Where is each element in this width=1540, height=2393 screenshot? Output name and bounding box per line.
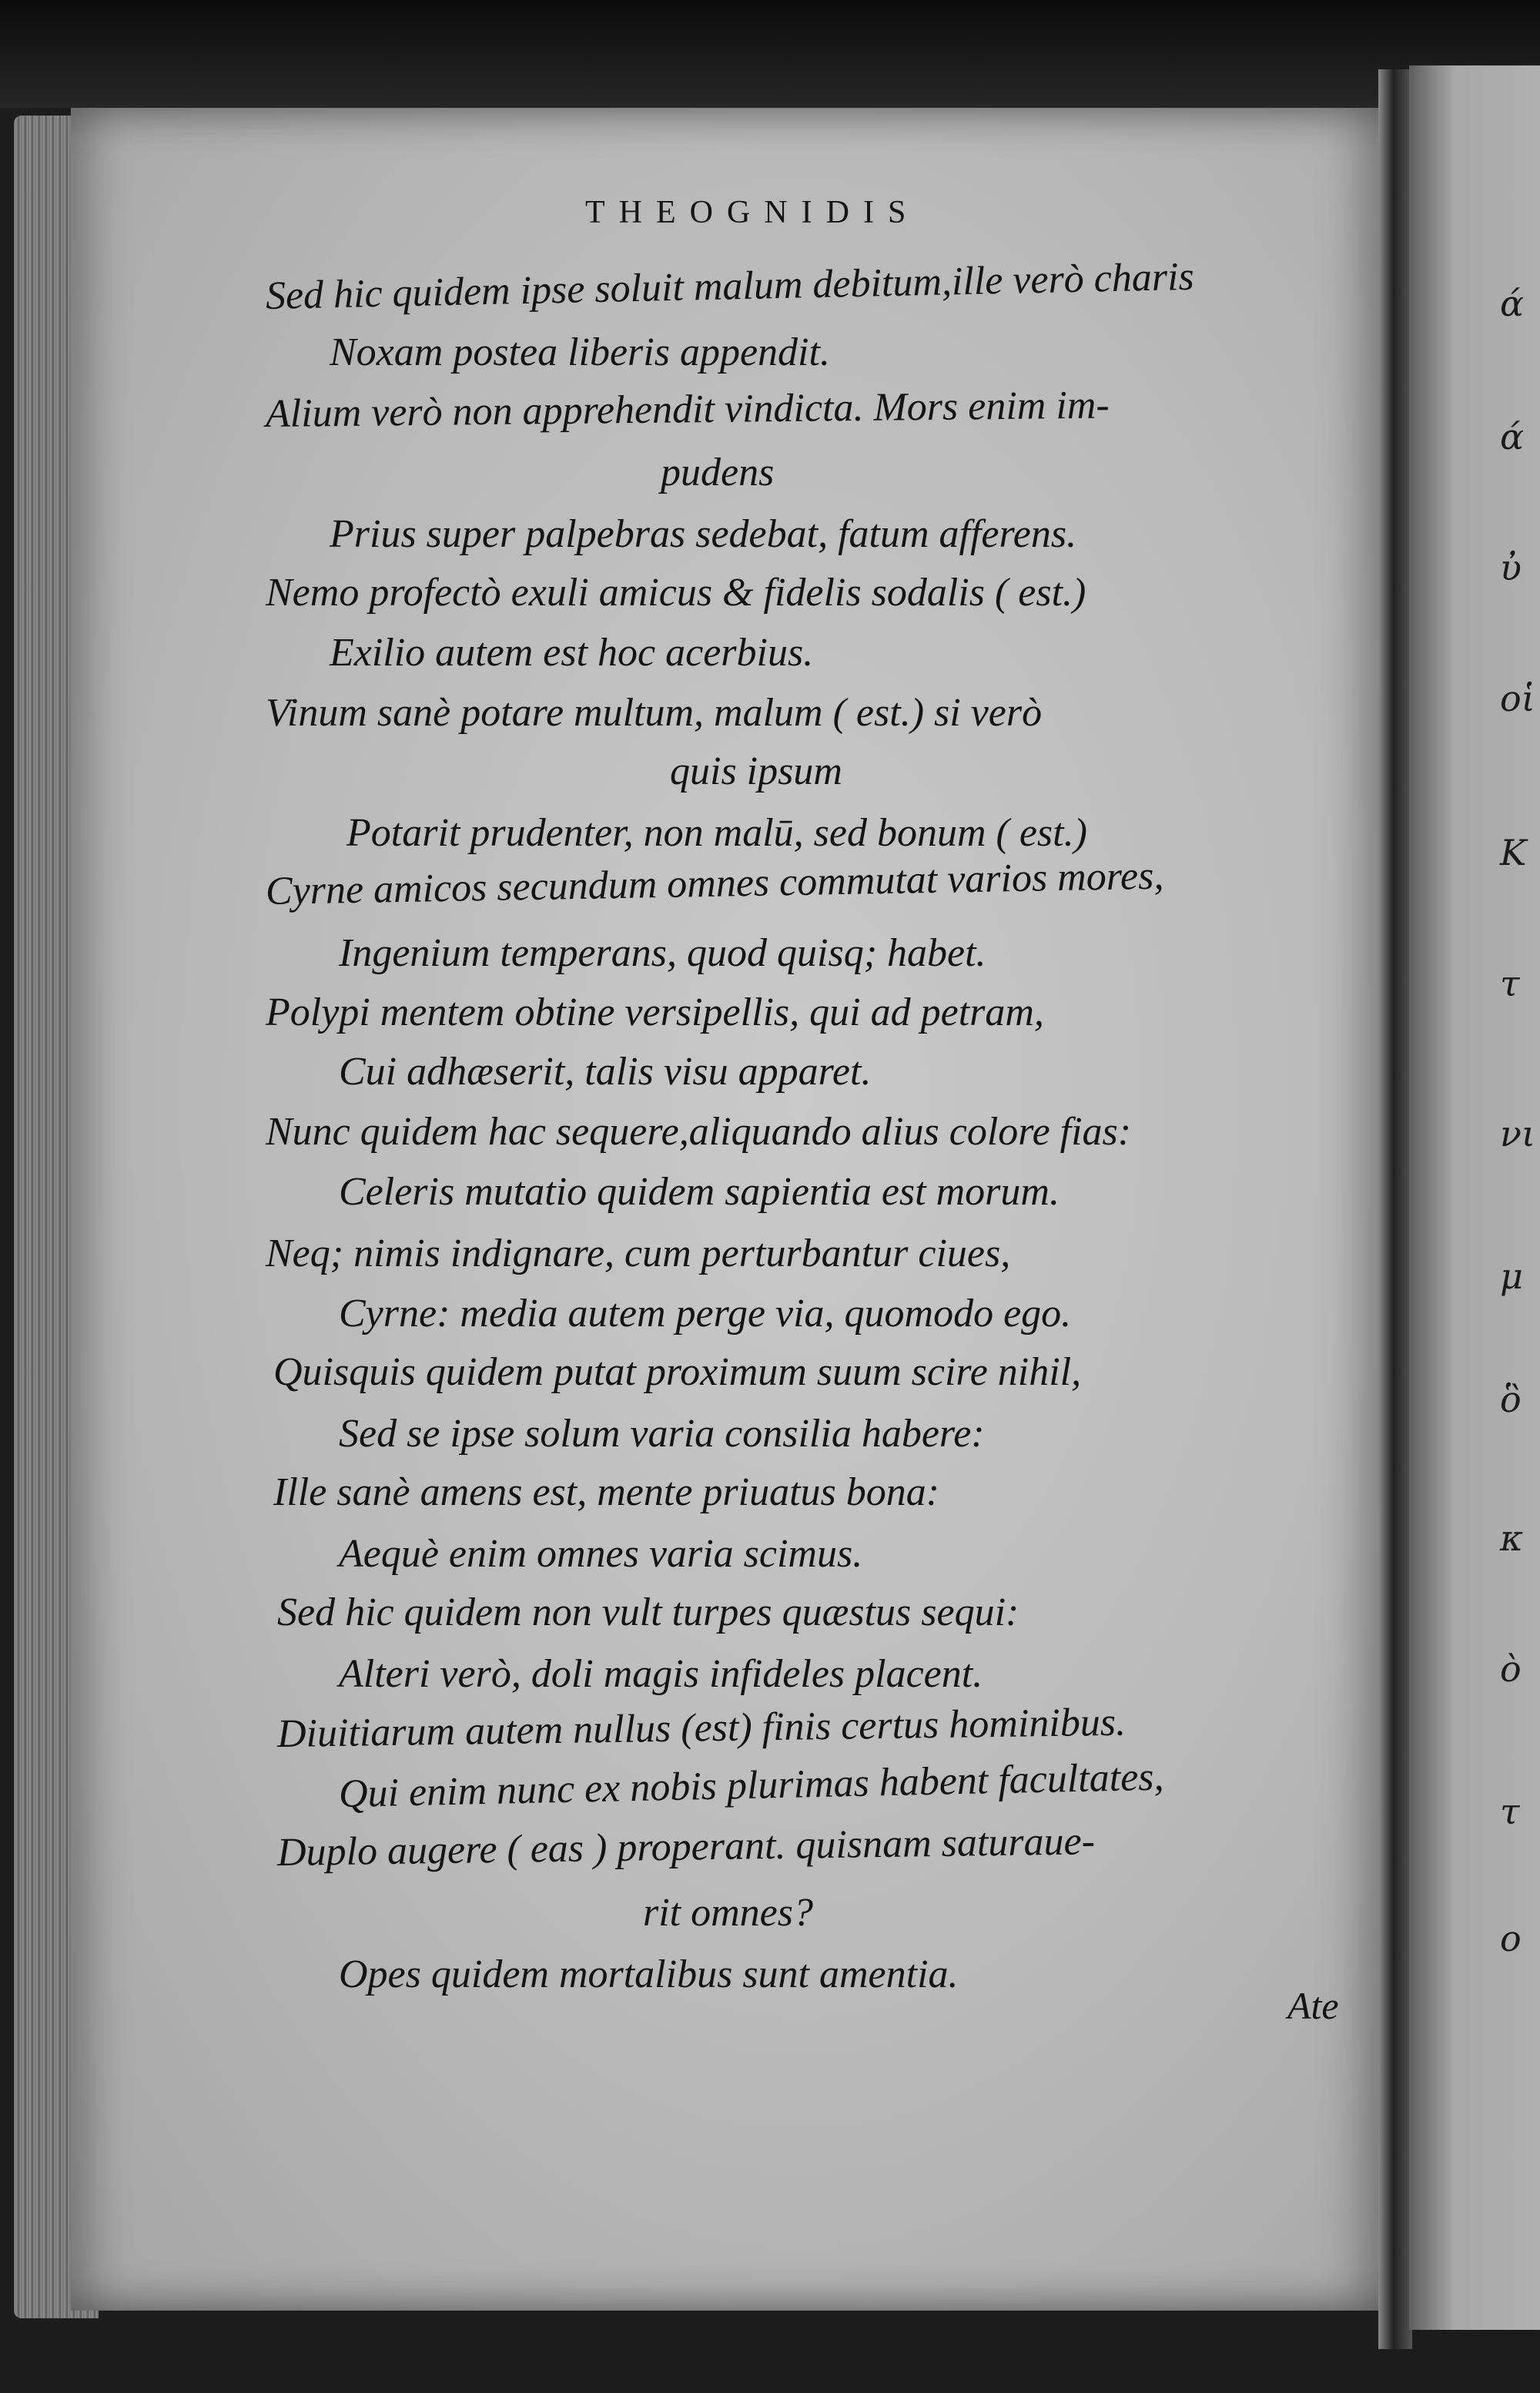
- verse-line: Quisquis quidem putat proximum suum scire nihil,: [273, 1350, 1082, 1394]
- verse-line: Potarit prudenter, non malū, sed bonum ( est.): [346, 811, 1087, 855]
- verse-line: Alium verò non apprehendit vindicta. Mors enim im-: [265, 383, 1110, 436]
- verse-line: Opes quidem mortalibus sunt amentia.: [339, 1952, 959, 1996]
- facing-page-fragment: μ: [1500, 1255, 1523, 1297]
- facing-page-fragment: ά: [1500, 283, 1525, 324]
- facing-page-fragment: ὸ: [1500, 1648, 1522, 1690]
- verse-line: Cyrne: media autem perge via, quomodo ego.: [339, 1292, 1072, 1336]
- verse-line: Sed hic quidem ipse soluit malum debitum,ille verò charis: [265, 254, 1195, 318]
- verse-line: Noxam postea liberis appendit.: [330, 330, 830, 374]
- facing-page-fragment: κ: [1500, 1517, 1524, 1559]
- verse-line: pudens: [661, 451, 775, 494]
- facing-page: [1409, 65, 1540, 2330]
- verse-line: Prius super palpebras sedebat, fatum afferens.: [330, 512, 1077, 556]
- verse-line: Alteri verò, doli magis infideles placent.: [339, 1652, 983, 1696]
- facing-page-fragment: τ: [1500, 963, 1520, 1004]
- verse-line: Polypi mentem obtine versipellis, qui ad petram,: [266, 990, 1044, 1034]
- verse-line: rit omnes?: [643, 1891, 813, 1935]
- verse-line: Celeris mutatio quidem sapientia est morum.: [339, 1170, 1060, 1214]
- facing-page-fragment: ὐ: [1500, 547, 1522, 588]
- verse-line: quis ipsum: [670, 749, 842, 793]
- catchword: Ate: [1287, 1984, 1339, 2027]
- book-gutter: [1378, 69, 1412, 2349]
- verse-line: Nemo profectò exuli amicus & fidelis sodalis ( est.): [266, 571, 1086, 615]
- verse-line: Qui enim nunc ex nobis plurimas habent facultates,: [338, 1755, 1165, 1816]
- verse-line: Diuitiarum autem nullus (est) finis certus hominibus.: [276, 1700, 1127, 1756]
- verse-line: Cyrne amicos secundum omnes commutat varios mores,: [265, 853, 1164, 913]
- facing-page-fragment: τ: [1500, 1791, 1520, 1832]
- facing-page-fragment: οἱ: [1500, 678, 1535, 719]
- verse-line: Ingenium temperans, quod quisq; habet.: [339, 931, 986, 975]
- facing-page-fragment: ά: [1500, 416, 1525, 457]
- verse-line: Exilio autem est hoc acerbius.: [330, 631, 814, 675]
- facing-page-fragment: ὃ: [1500, 1379, 1522, 1420]
- verse-line: Duplo augere ( eas ) properant. quisnam saturaue-: [276, 1819, 1096, 1875]
- verse-line: Sed hic quidem non vult turpes quæstus sequi:: [277, 1590, 1019, 1634]
- facing-page-fragment: Κ: [1500, 832, 1527, 873]
- verse-line: Neq; nimis indignare, cum perturbantur ciues,: [266, 1232, 1011, 1275]
- verse-line: Sed se ipse solum varia consilia habere:: [339, 1412, 985, 1456]
- facing-page-fragment: ο: [1500, 1918, 1522, 1959]
- verse-line: Ille sanè amens est, mente priuatus bona:: [273, 1470, 940, 1514]
- facing-page-fragment: νι: [1500, 1113, 1535, 1155]
- running-head: THEOGNIDIS: [585, 195, 920, 230]
- verse-line: Aequè enim omnes varia scimus.: [339, 1532, 863, 1576]
- verse-line: Nunc quidem hac sequere,aliquando alius colore fias:: [266, 1110, 1132, 1154]
- background-shadow: [0, 0, 1540, 108]
- verse-line: Vinum sanè potare multum, malum ( est.) si verò: [266, 691, 1043, 735]
- verse-line: Cui adhæserit, talis visu apparet.: [339, 1050, 872, 1094]
